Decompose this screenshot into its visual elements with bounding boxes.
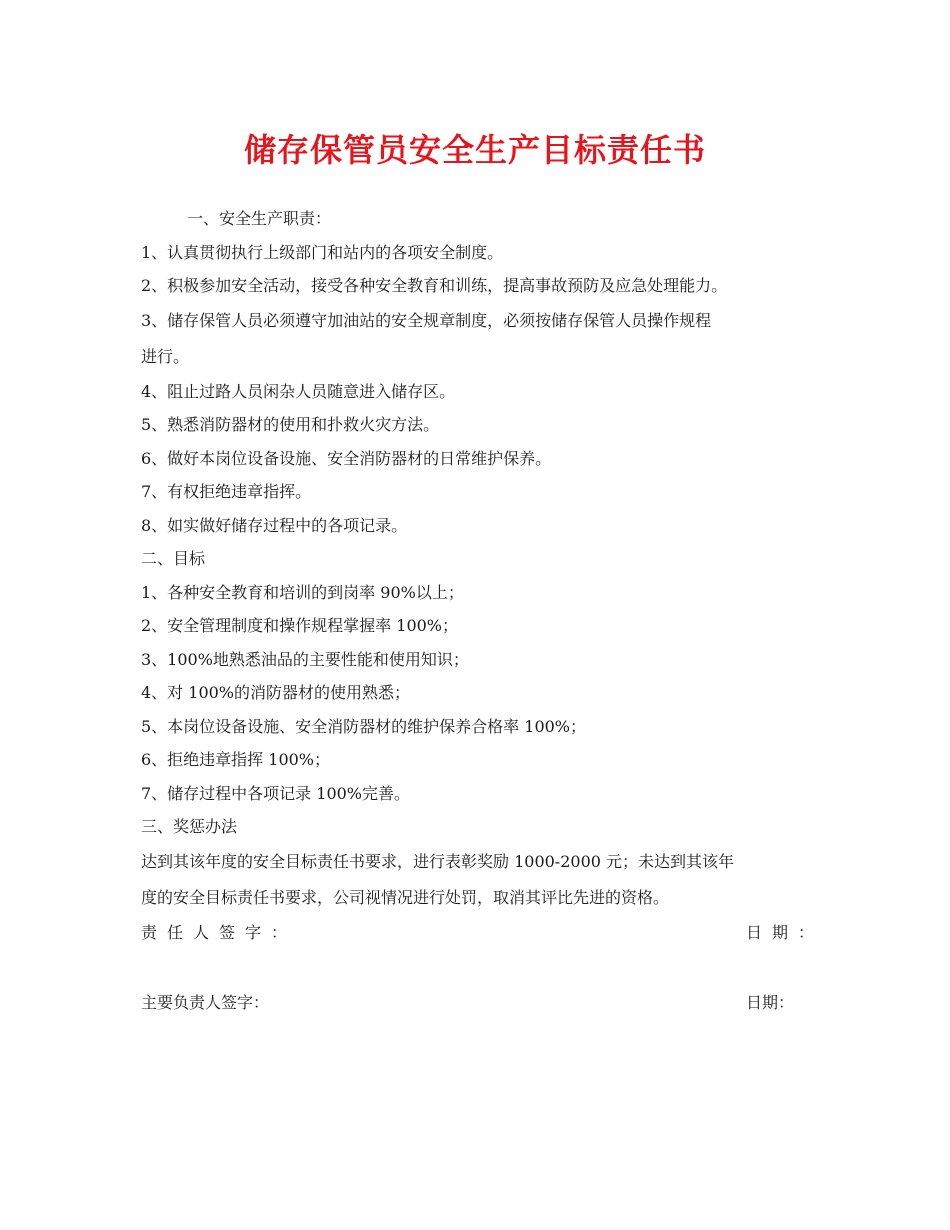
document-title: 储存保管员安全生产目标责任书 bbox=[243, 131, 706, 169]
leader-signature-row bbox=[141, 986, 824, 1020]
section3-heading: 三、奖惩办法 bbox=[141, 817, 238, 836]
section1-item: 3、储存保管人员必须遵守加油站的安全规章制度，必须按储存保管人员操作规程 bbox=[141, 310, 712, 330]
section2-item: 5、本岗位设备设施、安全消防器材的维护保养合格率 100%； bbox=[141, 716, 587, 736]
document-body bbox=[141, 202, 824, 1020]
section1-item: 1、认真贯彻执行上级部门和站内的各项安全制度。 bbox=[141, 242, 504, 262]
responsible-signature-row bbox=[141, 916, 824, 950]
section3-paragraph-line: 度的安全目标责任书要求，公司视情况进行处罚，取消其评比先进的资格。 bbox=[141, 887, 670, 907]
section2-item: 2、安全管理制度和操作规程掌握率 100%； bbox=[141, 616, 459, 635]
section2-item: 6、拒绝违章指挥 100%； bbox=[141, 750, 331, 769]
section2-item: 3、100%地熟悉油品的主要性能和使用知识； bbox=[141, 649, 469, 669]
responsible-signature-label: 责任人签字： bbox=[141, 922, 298, 942]
section1-item-continuation: 进行。 bbox=[141, 346, 190, 366]
section1-item: 2、积极参加安全活动，接受各种安全教育和训练，提高事故预防及应急处理能力。 bbox=[141, 276, 728, 295]
leader-date-label: 日期： bbox=[745, 992, 794, 1012]
section1-item: 5、熟悉消防器材的使用和扑救火灾方法。 bbox=[141, 415, 440, 434]
section1-heading: 一、安全生产职责： bbox=[187, 209, 332, 228]
section2-item: 4、对 100%的消防器材的使用熟悉； bbox=[141, 683, 411, 702]
section3-paragraph-line: 达到其该年度的安全目标责任书要求，进行表彰奖励 1000-2000 元；未达到其该年 bbox=[141, 851, 735, 871]
responsible-date-label: 日期： bbox=[745, 922, 824, 942]
signature-gap bbox=[141, 950, 821, 986]
section1-item: 7、有权拒绝违章指挥。 bbox=[141, 482, 312, 501]
section2-heading: 二、目标 bbox=[141, 549, 206, 568]
section1-item: 8、如实做好储存过程中的各项记录。 bbox=[141, 515, 408, 535]
section2-item: 7、储存过程中各项记录 100%完善。 bbox=[141, 783, 411, 803]
section1-item: 4、阻止过路人员闲杂人员随意进入储存区。 bbox=[141, 381, 456, 401]
section2-item: 1、各种安全教育和培训的到岗率 90%以上； bbox=[141, 582, 464, 602]
leader-signature-label: 主要负责人签字： bbox=[141, 992, 270, 1012]
section1-item: 6、做好本岗位设备设施、安全消防器材的日常维护保养。 bbox=[141, 448, 552, 468]
